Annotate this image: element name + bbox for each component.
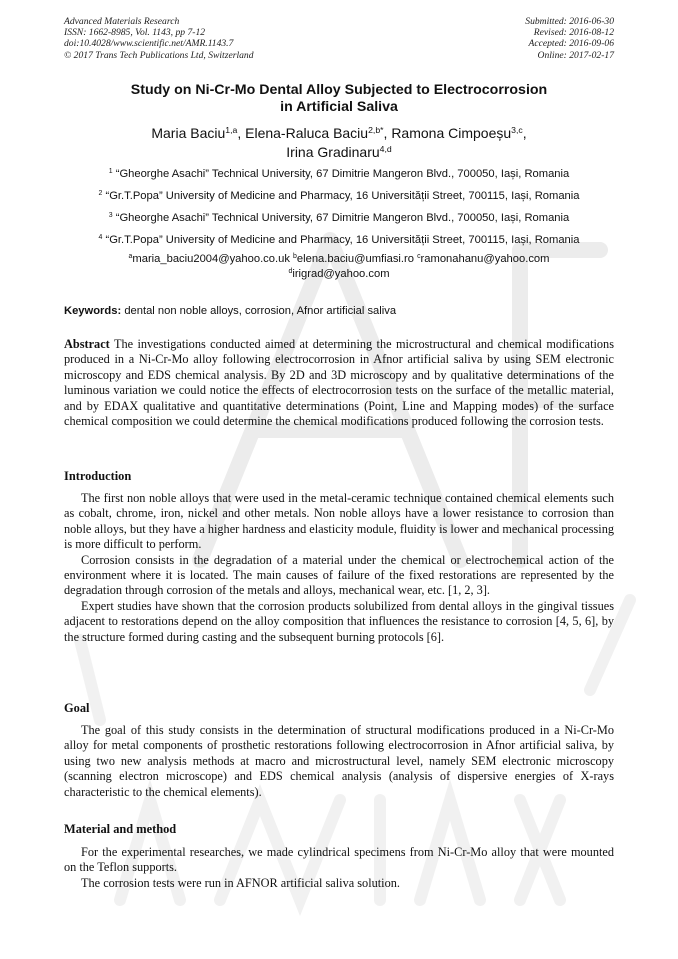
introduction-paragraph-2: Corrosion consists in the degradation of a material under the chemical or electrochemical action of the environment where it is located. The main causes of failure of the fixed restorations are represented by the degradation through corrosion of the metals and alloys, mechanical wear, etc. [1, 2, 3]. bbox=[64, 552, 614, 598]
keywords-text: dental non noble alloys, corrosion, Afnor artificial saliva bbox=[124, 305, 397, 317]
email-d[interactable]: $^d$irigrad@yahoo.com bbox=[288, 268, 390, 280]
introduction-heading: Introduction bbox=[64, 469, 132, 483]
affiliation-2: $^2$ “Gr.T.Popa” University of Medicine and Pharmacy, 16 Universității Street, 700115, Iași, Romania bbox=[98, 190, 580, 202]
goal-section bbox=[64, 723, 614, 800]
author-list bbox=[64, 124, 614, 162]
material-method-heading: Material and method bbox=[64, 822, 177, 836]
journal-issn: ISSN: 1662-8985, Vol. 1143, pp 7-12 bbox=[64, 27, 206, 39]
affiliation-4: $^4$ “Gr.T.Popa” University of Medicine and Pharmacy, 16 Universității Street, 700115, Iași, Romania bbox=[98, 234, 580, 246]
abstract-text: The investigations conducted aimed at determining the microstructural and chemical modifications produced in a Ni-Cr-Mo alloy following electrocorrosion in Afnor artificial saliva by using SEM electronic microscopy and EDS chemical analysis. By 2D and 3D microscopy and by qualitative determinations of the luminous variation we could notice the effects of electrocorrosion tests on the surface of the metallic material, and by EDAX qualitative and quantitative determinations (Point, Line and Mapping modes) of the surface chemical composition we could determine the chemical modifications produced following the corrosion tests. bbox=[64, 337, 614, 429]
date-online: Online: 2017-02-17 bbox=[537, 49, 614, 61]
abstract-label: Abstract bbox=[64, 337, 110, 351]
material-paragraph-1: For the experimental researches, we made cylindrical specimens from Ni-Cr-Mo alloy that were mounted on the Teflon supports. bbox=[64, 845, 614, 875]
introduction-section bbox=[64, 491, 614, 645]
journal-info bbox=[64, 16, 254, 61]
paper-title bbox=[64, 82, 614, 116]
material-paragraph-2: The corrosion tests were run in AFNOR artificial saliva solution. bbox=[81, 875, 400, 890]
date-revised: Revised: 2016-08-12 bbox=[533, 27, 614, 39]
title-line-1: Study on Ni-Cr-Mo Dental Alloy Subjected to Electrocorrosion bbox=[130, 82, 548, 98]
author-4: Irina Gradinaru$^{4,d}$ bbox=[286, 144, 392, 160]
introduction-paragraph-3: Expert studies have shown that the corrosion products solubilized from dental alloys in the gingival tissues adjacent to restorations depend on the alloy composition that influences the resistance to corrosion [4, 5, 6], by the structure formed during casting and the subsequent burning protocols [6]. bbox=[64, 598, 614, 644]
goal-heading: Goal bbox=[64, 701, 90, 715]
email-list bbox=[64, 252, 614, 282]
dates-info bbox=[525, 16, 614, 61]
email-b[interactable]: $^b$elena.baciu@umfiasi.ro bbox=[293, 253, 414, 265]
title-line-2: in Artificial Saliva bbox=[280, 99, 398, 115]
introduction-paragraph-1: The first non noble alloys that were used in the metal-ceramic technique contained chemical elements such as cobalt, chrome, iron, nickel and other metals. Non noble alloys have a lower resistance to corrosion than noble alloys, but they have a higher hardness and elasticity module, fluidity is lower and mechanical processing is more difficult to perform. bbox=[64, 491, 614, 552]
author-2: Elena-Raluca Baciu$^{2,b*}$, bbox=[245, 125, 392, 141]
date-accepted: Accepted: 2016-09-06 bbox=[528, 38, 614, 50]
affiliation-3: $^3$ “Gheorghe Asachi” Technical University, 67 Dimitrie Mangeron Blvd., 700050, Iași, Romania bbox=[108, 212, 570, 224]
journal-doi: doi:10.4028/www.scientific.net/AMR.1143.7 bbox=[64, 38, 234, 50]
email-c[interactable]: $^c$ramonahanu@yahoo.com bbox=[417, 253, 550, 265]
keywords bbox=[64, 304, 614, 318]
journal-copyright: © 2017 Trans Tech Publications Ltd, Switzerland bbox=[64, 49, 254, 61]
date-submitted: Submitted: 2016-06-30 bbox=[525, 16, 614, 27]
author-1: Maria Baciu$^{1,a}$, bbox=[151, 125, 246, 141]
goal-paragraph-1: The goal of this study consists in the determination of structural modifications produced in a Ni-Cr-Mo alloy for metal components of prosthetic restorations following electrocorrosion in Afnor artificial saliva, by using two new analysis methods at macro and microstructural level, namely SEM electronic microscopy (scanning electron microscope) and EDS chemical analysis (analysis of dispersive energies of X-rays characteristic to the chemical elements). bbox=[64, 723, 614, 799]
email-a[interactable]: $^a$maria_baciu2004@yahoo.co.uk bbox=[128, 253, 290, 265]
abstract bbox=[64, 337, 614, 429]
material-method-section bbox=[64, 845, 614, 891]
journal-name: Advanced Materials Research bbox=[64, 16, 180, 27]
keywords-label: Keywords: bbox=[64, 305, 122, 317]
affiliation-1: $^1$ “Gheorghe Asachi” Technical University, 67 Dimitrie Mangeron Blvd., 700050, Iași, Romania bbox=[108, 168, 570, 180]
author-3: Ramona Cimpoeșu$^{3,c}$, bbox=[391, 125, 527, 141]
